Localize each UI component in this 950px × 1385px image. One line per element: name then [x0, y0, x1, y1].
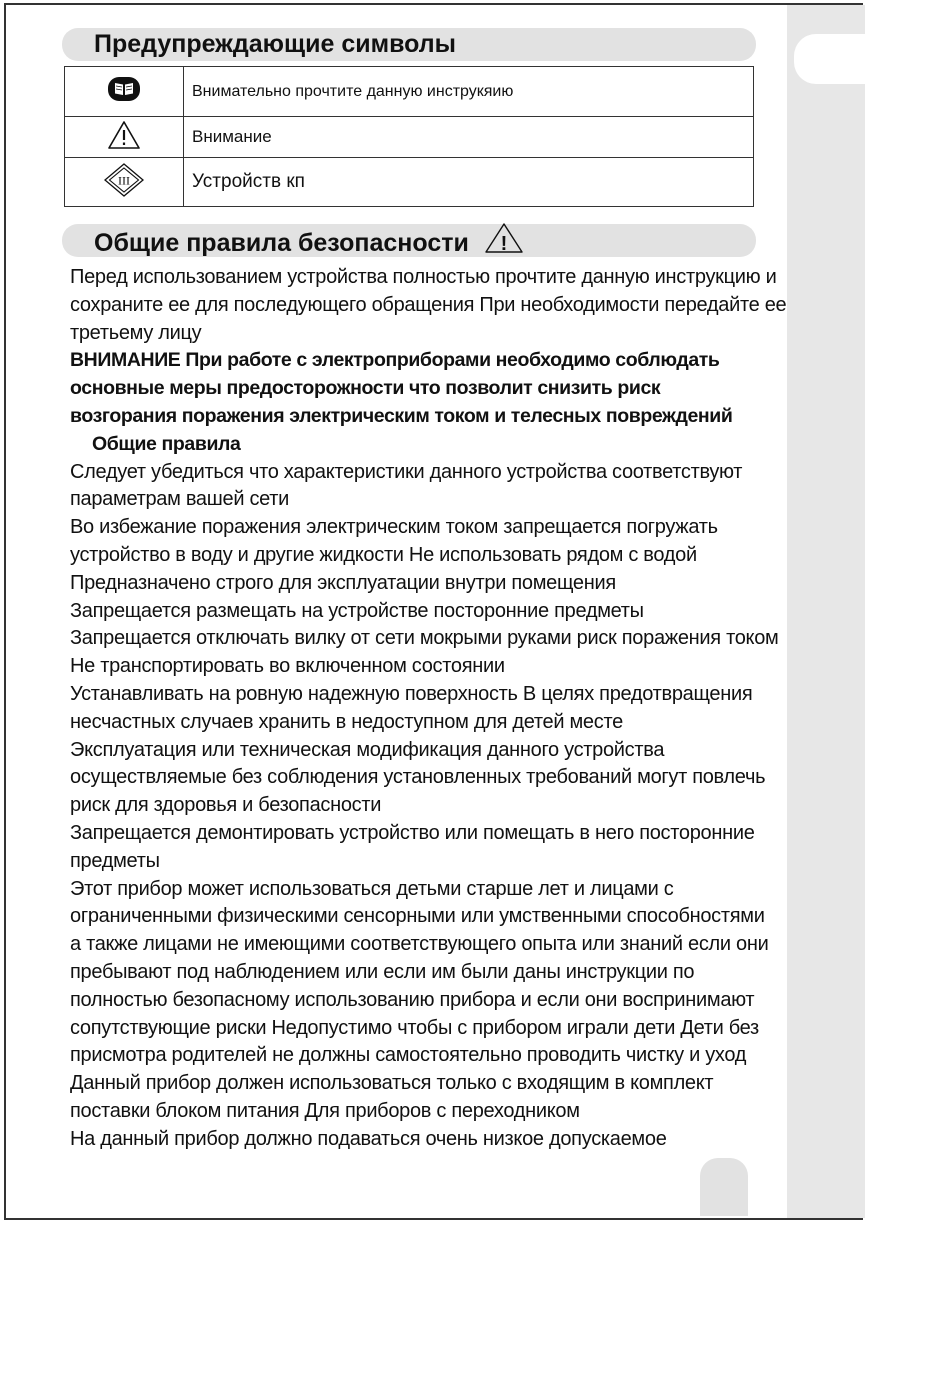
text-line: осуществляемые без соблюдения установленных требований могут повлечь: [70, 766, 766, 789]
symbol-cell: [65, 67, 184, 117]
text-line: предметы: [70, 849, 160, 872]
text-line: Следует убедиться что характеристики данного устройства соответствуют: [70, 460, 743, 483]
warning-symbols-table: [64, 66, 754, 207]
section-header-general-safety: [62, 224, 756, 257]
text-line: сохраните ее для последующего обращения При необходимости передайте ее: [70, 293, 787, 316]
text-line: основные меры предосторожности что позволит снизить риск: [70, 377, 661, 400]
side-margin-strip: [787, 5, 865, 1218]
text-line: устройство в воду и другие жидкости Не использовать рядом с водой: [70, 543, 697, 566]
warning-triangle-icon: [484, 222, 524, 263]
page-number-tab: [700, 1158, 748, 1216]
text-line: Предназначено строго для эксплуатации внутри помещения: [70, 571, 616, 594]
safety-instructions-text: [70, 264, 787, 1154]
text-line: Запрещается демонтировать устройство или помещать в него посторонние: [70, 821, 755, 844]
text-line: несчастных случаев хранить в недоступном для детей месте: [70, 710, 623, 733]
text-line: третьему лицу: [70, 321, 202, 344]
text-line: Перед использованием устройства полностью прочтите данную инструкцию и: [70, 266, 777, 288]
class-iii-icon: [104, 173, 144, 201]
symbol-description: [184, 158, 754, 207]
section-title: [94, 224, 524, 265]
text-line: а также лицами не имеющими соответствующего опыта или знаний если они: [70, 933, 769, 956]
text-line: полностью безопасному использованию прибора и если они воспринимают: [70, 988, 755, 1011]
text-line: ВНИМАНИЕ При работе с электроприборами необходимо соблюдать: [70, 349, 720, 372]
text-line: ограниченными физическими сенсорными или умственными способностями: [70, 905, 765, 928]
table-row: [65, 117, 754, 158]
symbol-cell: [65, 117, 184, 158]
text-line: параметрам вашей сети: [70, 488, 290, 511]
text-line: поставки блоком питания Для приборов с переходником: [70, 1099, 580, 1122]
text-line: возгорания поражения электрическим током и телесных повреждений: [70, 404, 733, 427]
text-line: Общие правила: [92, 432, 241, 455]
section-title: Предупреждающие символы: [94, 30, 457, 58]
text-line: присмотра родителей не должны самостоятельно проводить чистку и уход: [70, 1044, 747, 1067]
text-line: сопутствующие риски Недопустимо чтобы с прибором играли дети Дети без: [70, 1016, 759, 1039]
text-line: Данный прибор должен использоваться только с входящим в комплект: [70, 1072, 714, 1095]
text-line: пребывают под наблюдением или если им были даны инструкции по: [70, 960, 695, 983]
text-line: Эксплуатация или техническая модификация данного устройства: [70, 738, 665, 761]
text-line: Этот прибор может использоваться детьми старше лет и лицами с: [70, 877, 674, 900]
symbol-cell: [65, 158, 184, 207]
book-icon: [107, 89, 141, 106]
symbol-text: Внимательно прочтите данную инструкяию: [192, 82, 514, 100]
symbol-description: [184, 67, 754, 117]
text-line: Устанавливать на ровную надежную поверхность В целях предотвращения: [70, 682, 753, 705]
text-line: Во избежание поражения электрическим током запрещается погружать: [70, 516, 718, 539]
text-line: риск для здоровья и безопасности: [70, 794, 382, 817]
text-line: Запрещается отключать вилку от сети мокрыми руками риск поражения током: [70, 627, 779, 650]
section-header-warning-symbols: [62, 28, 756, 61]
section-title-text: Общие правила безопасности: [94, 229, 469, 258]
text-line: На данный прибор должно подаваться очень низкое допускаемое: [70, 1127, 667, 1150]
text-line: Запрещается размещать на устройстве посторонние предметы: [70, 599, 644, 622]
text-line: Не транспортировать во включенном состоянии: [70, 655, 505, 678]
symbol-description: [184, 117, 754, 158]
table-row: [65, 67, 754, 117]
side-tab-marker: [794, 34, 865, 84]
warning-triangle-icon: [107, 137, 141, 154]
table-row: [65, 158, 754, 207]
symbol-text: Внимание: [192, 127, 272, 146]
svg-text:!: !: [500, 233, 508, 254]
symbol-text: Устройств кп: [192, 171, 305, 192]
svg-text:III: III: [118, 173, 130, 187]
